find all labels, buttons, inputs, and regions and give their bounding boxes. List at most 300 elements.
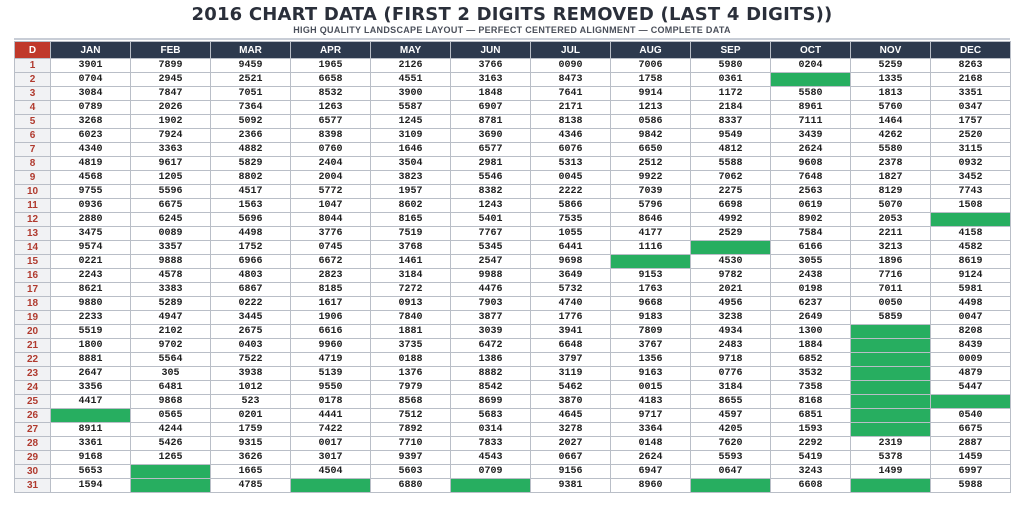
day-cell: 7: [15, 143, 51, 157]
value-cell: 4568: [51, 171, 131, 185]
value-cell: 5313: [531, 157, 611, 171]
day-column-header: D: [15, 42, 51, 59]
value-cell: 0148: [611, 437, 691, 451]
value-cell: 3823: [371, 171, 451, 185]
value-cell: 1116: [611, 241, 691, 255]
value-cell: 5829: [211, 157, 291, 171]
value-cell: 4551: [371, 73, 451, 87]
value-cell: 3119: [531, 367, 611, 381]
value-cell: 1906: [291, 311, 371, 325]
value-cell: 3213: [851, 241, 931, 255]
table-row: [15, 101, 1011, 115]
value-cell: 7584: [771, 227, 851, 241]
value-cell: 6698: [691, 199, 771, 213]
value-cell: 1055: [531, 227, 611, 241]
value-cell: 8619: [931, 255, 1011, 269]
table-row: [15, 395, 1011, 409]
table-body: [15, 59, 1011, 493]
day-cell: 9: [15, 171, 51, 185]
value-cell: 2981: [451, 157, 531, 171]
day-cell: 13: [15, 227, 51, 241]
value-cell: 2547: [451, 255, 531, 269]
value-cell: 8802: [211, 171, 291, 185]
day-cell: 12: [15, 213, 51, 227]
value-cell: 3767: [611, 339, 691, 353]
value-cell: 2404: [291, 157, 371, 171]
value-cell: 0913: [371, 297, 451, 311]
value-cell: 523: [211, 395, 291, 409]
value-cell: 2624: [611, 451, 691, 465]
day-cell: 26: [15, 409, 51, 423]
value-cell: 9698: [531, 255, 611, 269]
value-cell: 8882: [451, 367, 531, 381]
month-header-oct: OCT: [771, 42, 851, 59]
table-row: [15, 171, 1011, 185]
value-cell: 8699: [451, 395, 531, 409]
month-header-nov: NOV: [851, 42, 931, 59]
table-row: [15, 73, 1011, 87]
month-header-mar: MAR: [211, 42, 291, 59]
value-cell: 8398: [291, 129, 371, 143]
value-cell: 3690: [451, 129, 531, 143]
value-cell: 3184: [691, 381, 771, 395]
missing-value-cell: [851, 479, 931, 493]
table-row: [15, 325, 1011, 339]
table-row: [15, 87, 1011, 101]
value-cell: 4504: [291, 465, 371, 479]
value-cell: 9549: [691, 129, 771, 143]
value-cell: 1965: [291, 59, 371, 73]
value-cell: 0704: [51, 73, 131, 87]
value-cell: 4992: [691, 213, 771, 227]
day-cell: 20: [15, 325, 51, 339]
value-cell: 1245: [371, 115, 451, 129]
table-row: [15, 367, 1011, 381]
value-cell: 5696: [211, 213, 291, 227]
value-cell: 0204: [771, 59, 851, 73]
value-cell: 0198: [771, 283, 851, 297]
missing-value-cell: [851, 395, 931, 409]
value-cell: 0667: [531, 451, 611, 465]
value-cell: 7840: [371, 311, 451, 325]
value-cell: 1265: [131, 451, 211, 465]
value-cell: 2823: [291, 269, 371, 283]
value-cell: 5580: [771, 87, 851, 101]
value-cell: 7641: [531, 87, 611, 101]
value-cell: 1594: [51, 479, 131, 493]
value-cell: 2483: [691, 339, 771, 353]
missing-value-cell: [931, 395, 1011, 409]
value-cell: 7006: [611, 59, 691, 73]
value-cell: 6851: [771, 409, 851, 423]
value-cell: 8881: [51, 353, 131, 367]
value-cell: 6675: [931, 423, 1011, 437]
value-cell: 2512: [611, 157, 691, 171]
value-cell: 8646: [611, 213, 691, 227]
value-cell: 6907: [451, 101, 531, 115]
day-cell: 16: [15, 269, 51, 283]
title-divider: [14, 38, 1010, 40]
day-cell: 18: [15, 297, 51, 311]
value-cell: 7979: [371, 381, 451, 395]
value-cell: 3278: [531, 423, 611, 437]
value-cell: 0015: [611, 381, 691, 395]
value-cell: 5772: [291, 185, 371, 199]
value-cell: 7710: [371, 437, 451, 451]
value-cell: 4183: [611, 395, 691, 409]
value-cell: 5378: [851, 451, 931, 465]
value-cell: 3941: [531, 325, 611, 339]
value-cell: 6166: [771, 241, 851, 255]
value-cell: 3445: [211, 311, 291, 325]
value-cell: 3039: [451, 325, 531, 339]
day-cell: 14: [15, 241, 51, 255]
value-cell: 3356: [51, 381, 131, 395]
data-table: [14, 41, 1011, 493]
value-cell: 3363: [131, 143, 211, 157]
value-cell: 9914: [611, 87, 691, 101]
value-cell: 3184: [371, 269, 451, 283]
missing-value-cell: [851, 423, 931, 437]
value-cell: 2027: [531, 437, 611, 451]
day-cell: 30: [15, 465, 51, 479]
value-cell: 7716: [851, 269, 931, 283]
value-cell: 3383: [131, 283, 211, 297]
value-cell: 5603: [371, 465, 451, 479]
value-cell: 2438: [771, 269, 851, 283]
table-row: [15, 115, 1011, 129]
value-cell: 5419: [771, 451, 851, 465]
value-cell: 2171: [531, 101, 611, 115]
day-cell: 5: [15, 115, 51, 129]
value-cell: 2243: [51, 269, 131, 283]
day-cell: 11: [15, 199, 51, 213]
value-cell: 2026: [131, 101, 211, 115]
value-cell: 3504: [371, 157, 451, 171]
value-cell: 6245: [131, 213, 211, 227]
value-cell: 1813: [851, 87, 931, 101]
value-cell: 8961: [771, 101, 851, 115]
value-cell: 5980: [691, 59, 771, 73]
value-cell: 2292: [771, 437, 851, 451]
value-cell: 0776: [691, 367, 771, 381]
value-cell: 3364: [611, 423, 691, 437]
table-row: [15, 255, 1011, 269]
value-cell: 1800: [51, 339, 131, 353]
value-cell: 1461: [371, 255, 451, 269]
value-cell: 4719: [291, 353, 371, 367]
value-cell: 5070: [851, 199, 931, 213]
value-cell: 2222: [531, 185, 611, 199]
value-cell: 2004: [291, 171, 371, 185]
value-cell: 2102: [131, 325, 211, 339]
value-cell: 1047: [291, 199, 371, 213]
value-cell: 5796: [611, 199, 691, 213]
table-row: [15, 227, 1011, 241]
value-cell: 8568: [371, 395, 451, 409]
value-cell: 1012: [211, 381, 291, 395]
value-cell: 6675: [131, 199, 211, 213]
value-cell: 5092: [211, 115, 291, 129]
value-cell: 2366: [211, 129, 291, 143]
day-cell: 19: [15, 311, 51, 325]
value-cell: 9459: [211, 59, 291, 73]
value-cell: 4803: [211, 269, 291, 283]
value-cell: 9702: [131, 339, 211, 353]
month-header-aug: AUG: [611, 42, 691, 59]
missing-value-cell: [851, 353, 931, 367]
value-cell: 9163: [611, 367, 691, 381]
value-cell: 0045: [531, 171, 611, 185]
value-cell: 1300: [771, 325, 851, 339]
missing-value-cell: [851, 325, 931, 339]
value-cell: 5289: [131, 297, 211, 311]
value-cell: 7847: [131, 87, 211, 101]
value-cell: 1957: [371, 185, 451, 199]
value-cell: 4956: [691, 297, 771, 311]
value-cell: 4879: [931, 367, 1011, 381]
value-cell: 5462: [531, 381, 611, 395]
value-cell: 9922: [611, 171, 691, 185]
value-cell: 2521: [211, 73, 291, 87]
day-cell: 21: [15, 339, 51, 353]
missing-value-cell: [451, 479, 531, 493]
value-cell: 2275: [691, 185, 771, 199]
value-cell: 2021: [691, 283, 771, 297]
value-cell: 9755: [51, 185, 131, 199]
table-row: [15, 353, 1011, 367]
table-row: [15, 297, 1011, 311]
value-cell: 1376: [371, 367, 451, 381]
value-cell: 0745: [291, 241, 371, 255]
value-cell: 8911: [51, 423, 131, 437]
month-header-jul: JUL: [531, 42, 611, 59]
value-cell: 9168: [51, 451, 131, 465]
value-cell: 3626: [211, 451, 291, 465]
table-row: [15, 241, 1011, 255]
value-cell: 4517: [211, 185, 291, 199]
value-cell: 3238: [691, 311, 771, 325]
value-cell: 1335: [851, 73, 931, 87]
value-cell: 9960: [291, 339, 371, 353]
value-cell: 6658: [291, 73, 371, 87]
value-cell: 8263: [931, 59, 1011, 73]
value-cell: 7620: [691, 437, 771, 451]
value-cell: 7924: [131, 129, 211, 143]
value-cell: 0221: [51, 255, 131, 269]
value-cell: 1464: [851, 115, 931, 129]
value-cell: 3084: [51, 87, 131, 101]
day-cell: 25: [15, 395, 51, 409]
value-cell: 9868: [131, 395, 211, 409]
missing-value-cell: [611, 255, 691, 269]
value-cell: 2233: [51, 311, 131, 325]
value-cell: 7522: [211, 353, 291, 367]
value-cell: 4498: [211, 227, 291, 241]
value-cell: 0540: [931, 409, 1011, 423]
value-cell: 4346: [531, 129, 611, 143]
value-cell: 0647: [691, 465, 771, 479]
value-cell: 4597: [691, 409, 771, 423]
table-row: [15, 465, 1011, 479]
value-cell: 1752: [211, 241, 291, 255]
value-cell: 8138: [531, 115, 611, 129]
value-cell: 5401: [451, 213, 531, 227]
value-cell: 7809: [611, 325, 691, 339]
value-cell: 9988: [451, 269, 531, 283]
value-cell: 6648: [531, 339, 611, 353]
missing-value-cell: [931, 213, 1011, 227]
value-cell: 0017: [291, 437, 371, 451]
value-cell: 0619: [771, 199, 851, 213]
value-cell: 7767: [451, 227, 531, 241]
missing-value-cell: [851, 339, 931, 353]
day-cell: 8: [15, 157, 51, 171]
value-cell: 6880: [371, 479, 451, 493]
value-cell: 6672: [291, 255, 371, 269]
value-cell: 2529: [691, 227, 771, 241]
value-cell: 5683: [451, 409, 531, 423]
value-cell: 9668: [611, 297, 691, 311]
value-cell: 3055: [771, 255, 851, 269]
value-cell: 7743: [931, 185, 1011, 199]
value-cell: 1213: [611, 101, 691, 115]
value-cell: 7039: [611, 185, 691, 199]
value-cell: 1646: [371, 143, 451, 157]
value-cell: 0090: [531, 59, 611, 73]
page-title: 2016 CHART DATA (FIRST 2 DIGITS REMOVED (LAST 4 DIGITS)): [191, 4, 833, 25]
missing-value-cell: [131, 465, 211, 479]
value-cell: 5760: [851, 101, 931, 115]
value-cell: 7051: [211, 87, 291, 101]
missing-value-cell: [691, 241, 771, 255]
day-cell: 10: [15, 185, 51, 199]
value-cell: 0403: [211, 339, 291, 353]
table-row: [15, 423, 1011, 437]
value-cell: 1499: [851, 465, 931, 479]
month-header-feb: FEB: [131, 42, 211, 59]
value-cell: 1848: [451, 87, 531, 101]
value-cell: 3268: [51, 115, 131, 129]
value-cell: 3776: [291, 227, 371, 241]
value-cell: 7899: [131, 59, 211, 73]
value-cell: 8532: [291, 87, 371, 101]
value-cell: 3243: [771, 465, 851, 479]
missing-value-cell: [851, 381, 931, 395]
value-cell: 2319: [851, 437, 931, 451]
value-cell: 0222: [211, 297, 291, 311]
value-cell: 8542: [451, 381, 531, 395]
value-cell: 7903: [451, 297, 531, 311]
value-cell: 2624: [771, 143, 851, 157]
value-cell: 6237: [771, 297, 851, 311]
value-cell: 5593: [691, 451, 771, 465]
value-cell: 9880: [51, 297, 131, 311]
table-row: [15, 311, 1011, 325]
value-cell: 5564: [131, 353, 211, 367]
value-cell: 3735: [371, 339, 451, 353]
value-cell: 9717: [611, 409, 691, 423]
day-cell: 24: [15, 381, 51, 395]
value-cell: 0050: [851, 297, 931, 311]
value-cell: 0936: [51, 199, 131, 213]
value-cell: 7519: [371, 227, 451, 241]
value-cell: 4882: [211, 143, 291, 157]
value-cell: 5426: [131, 437, 211, 451]
value-cell: 3017: [291, 451, 371, 465]
value-cell: 7892: [371, 423, 451, 437]
table-row: [15, 143, 1011, 157]
value-cell: 7272: [371, 283, 451, 297]
value-cell: 9183: [611, 311, 691, 325]
day-cell: 29: [15, 451, 51, 465]
value-cell: 7011: [851, 283, 931, 297]
value-cell: 7512: [371, 409, 451, 423]
value-cell: 0565: [131, 409, 211, 423]
value-cell: 2563: [771, 185, 851, 199]
table-row: [15, 269, 1011, 283]
value-cell: 3649: [531, 269, 611, 283]
value-cell: 2887: [931, 437, 1011, 451]
value-cell: 9888: [131, 255, 211, 269]
value-cell: 6650: [611, 143, 691, 157]
value-cell: 2647: [51, 367, 131, 381]
value-cell: 6577: [451, 143, 531, 157]
value-cell: 7364: [211, 101, 291, 115]
value-cell: 9550: [291, 381, 371, 395]
value-cell: 2126: [371, 59, 451, 73]
day-cell: 4: [15, 101, 51, 115]
value-cell: 9718: [691, 353, 771, 367]
value-cell: 8781: [451, 115, 531, 129]
value-cell: 8382: [451, 185, 531, 199]
month-header-sep: SEP: [691, 42, 771, 59]
value-cell: 9617: [131, 157, 211, 171]
value-cell: 7111: [771, 115, 851, 129]
value-cell: 3901: [51, 59, 131, 73]
value-cell: 4262: [851, 129, 931, 143]
value-cell: 6472: [451, 339, 531, 353]
value-cell: 1563: [211, 199, 291, 213]
value-cell: 1459: [931, 451, 1011, 465]
value-cell: 4947: [131, 311, 211, 325]
value-cell: 1665: [211, 465, 291, 479]
value-cell: 9842: [611, 129, 691, 143]
value-cell: 4582: [931, 241, 1011, 255]
table-row: [15, 451, 1011, 465]
value-cell: 4645: [531, 409, 611, 423]
value-cell: 5596: [131, 185, 211, 199]
day-cell: 28: [15, 437, 51, 451]
value-cell: 1386: [451, 353, 531, 367]
value-cell: 5580: [851, 143, 931, 157]
value-cell: 4934: [691, 325, 771, 339]
table-row: [15, 129, 1011, 143]
table-row: [15, 283, 1011, 297]
value-cell: 5587: [371, 101, 451, 115]
value-cell: 1172: [691, 87, 771, 101]
value-cell: 4158: [931, 227, 1011, 241]
table-row: [15, 409, 1011, 423]
value-cell: 3475: [51, 227, 131, 241]
value-cell: 2649: [771, 311, 851, 325]
value-cell: 5259: [851, 59, 931, 73]
day-cell: 3: [15, 87, 51, 101]
value-cell: 5519: [51, 325, 131, 339]
value-cell: 7648: [771, 171, 851, 185]
day-cell: 6: [15, 129, 51, 143]
value-cell: 3351: [931, 87, 1011, 101]
